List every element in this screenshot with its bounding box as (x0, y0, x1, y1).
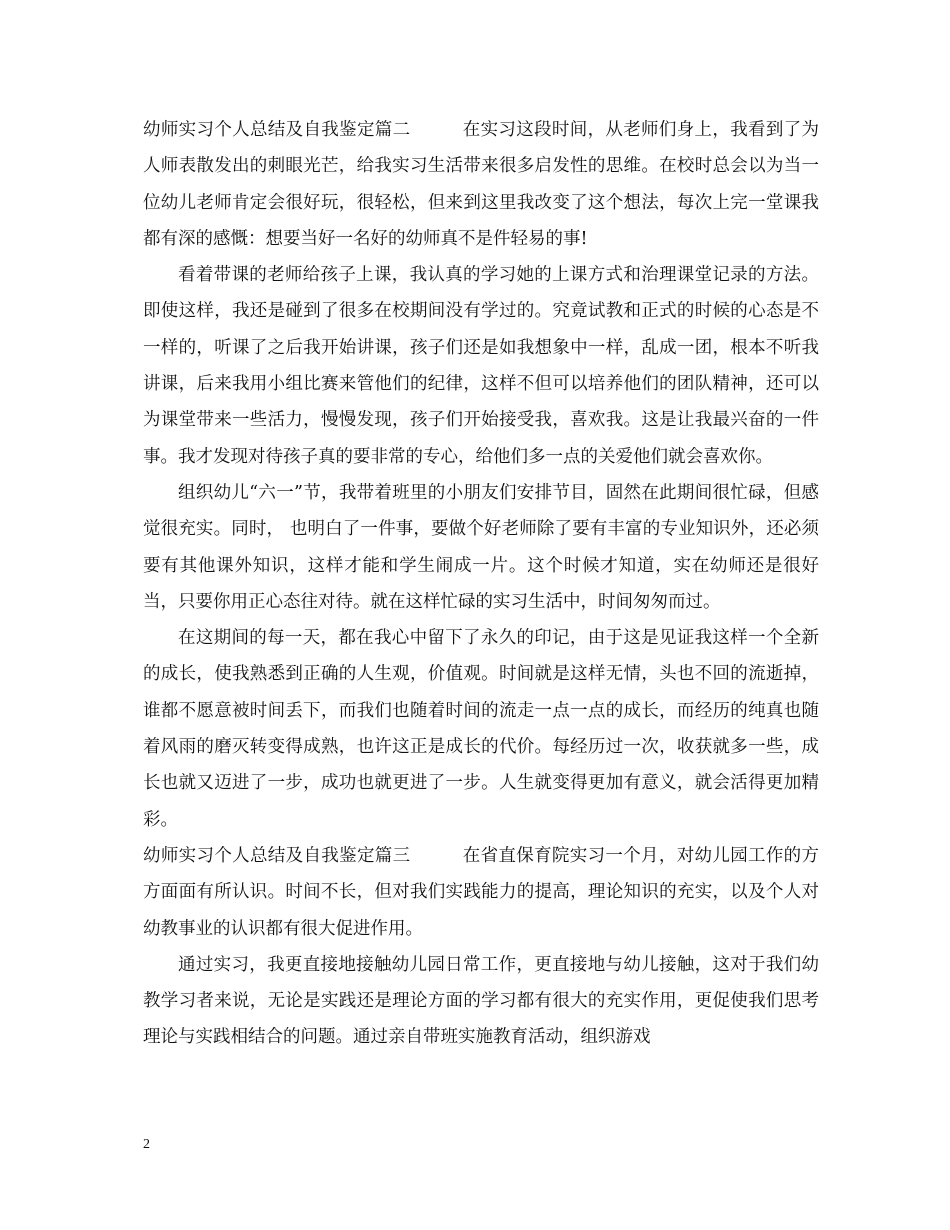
paragraph-4: 在这期间的每一天，都在我心中留下了永久的印记，由于这是见证我这样一个全新的成长，使我熟悉到正确的人生观，价值观。时间就是这样无情，头也不回的流逝掉，谁都不愿意被时间丢下，而我们也随着时间的流走一点一点的成长，而经历的纯真也随着风雨的磨灭转变得成熟，也许这正是成长的代价。每经历过一次，收获就多一些，成长也就又迈进了一步，成功也就更进了一步。人生就变得更加有意义，就会活得更加精彩。 (143, 628, 819, 830)
paragraph-6: 通过实习，我更直接地接触幼儿园日常工作，更直接地与幼儿接触，这对于我们幼教学习者来说，无论是实践还是理论方面的学习都有很大的充实作用，更促使我们思考理论与实践相结合的问题。通过亲自带班实施教育活动，组织游戏 (143, 954, 819, 1048)
paragraph-3: 组织幼儿“六一”节，我带着班里的小朋友们安排节目，固然在此期间很忙碌，但感觉很充实。同时， 也明白了一件事，要做个好老师除了要有丰富的专业知识外，还必须要有其他课外知识，这样才能和学生闹成一片。这个时候才知道，实在幼师还是很好当，只要你用正心态往对待。就在这样忙碌的实习生活中，时间匆匆而过。 (143, 482, 819, 612)
paragraph-2: 看着带课的老师给孩子上课，我认真的学习她的上课方式和治理课堂记录的方法。即使这样，我还是碰到了很多在校期间没有学过的。究竟试教和正式的时候的心态是不一样的，听课了之后我开始讲课，孩子们还是如我想象中一样，乱成一团，根本不听我讲课，后来我用小组比赛来管他们的纪律，这样不但可以培养他们的团队精神，还可以为课堂带来一些活力，慢慢发现，孩子们开始接受我，喜欢我。这是让我最兴奋的一件事。我才发现对待孩子真的要非常的专心，给他们多一点的关爱他们就会喜欢你。 (143, 265, 819, 467)
paragraph-5-text: 在省直保育院实习一个月，对幼儿园工作的方方面面有所认识。时间不长，但对我们实践能力的提高，理论知识的充实，以及个人对幼教事业的认识都有很大促进作用。 (143, 845, 820, 939)
section-heading-3: 幼师实习个人总结及自我鉴定篇三 (143, 845, 411, 866)
section-heading-2: 幼师实习个人总结及自我鉴定篇二 (143, 120, 411, 140)
page-number: 2 (143, 1137, 150, 1152)
paragraph-1-text: 在实习这段时间，从老师们身上，我看到了为人师表散发出的刺眼光芒，给我实习生活带来很多启发性的思维。在校时总会以为当一位幼儿老师肯定会很好玩，很轻松，但来到这里我改变了这个想法，每次上完一堂课我都有深的感慨：想要当好一名好的幼师真不是件轻易的事! (143, 120, 820, 249)
document-body (143, 112, 819, 1056)
paragraph-1 (143, 112, 819, 257)
paragraph-5 (143, 838, 819, 947)
